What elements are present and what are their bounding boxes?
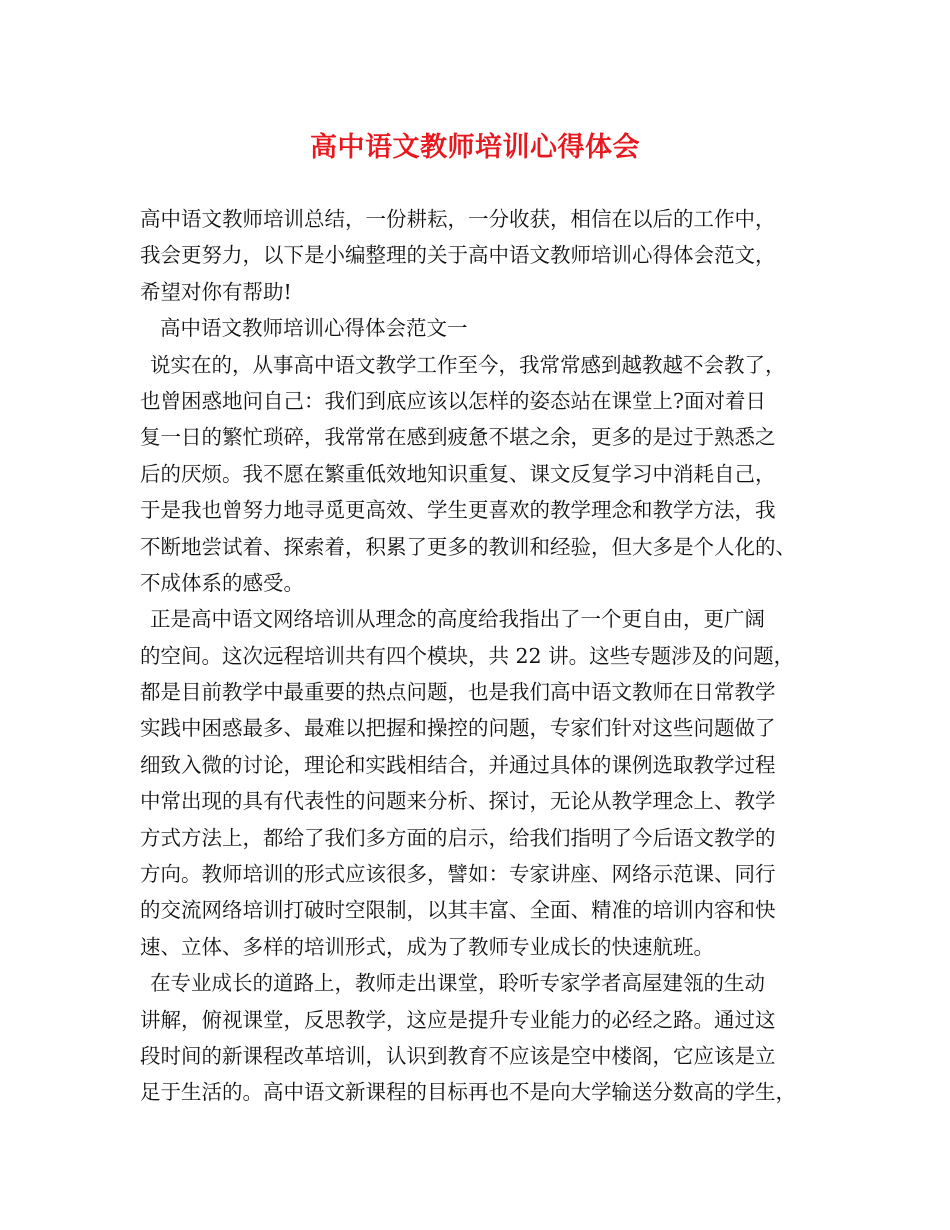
paragraph-start-line: 正是高中语文网络培训从理念的高度给我指出了一个更自由，更广阔 xyxy=(150,607,765,632)
paragraph-start-line: 说实在的，从事高中语文教学工作至今，我常常感到越教越不会教了， xyxy=(150,352,786,377)
section-heading: 高中语文教师培训心得体会范文一 xyxy=(160,316,468,341)
text-line: 细致入微的讨论，理论和实践相结合，并通过具体的课例选取教学过程 xyxy=(140,752,776,777)
text-line: 段时间的新课程改革培训，认识到教育不应该是空中楼阁，它应该是立 xyxy=(140,1043,776,1068)
text-line: 中常出现的具有代表性的问题来分析、探讨，无论从教学理念上、教学 xyxy=(140,789,776,814)
text-line: 也曾困惑地问自己：我们到底应该以怎样的姿态站在课堂上?面对着日 xyxy=(140,388,766,413)
text-line: 不断地尝试着、探索着，积累了更多的教训和经验，但大多是个人化的、 xyxy=(140,534,796,559)
text-line: 方向。教师培训的形式应该很多，譬如：专家讲座、网络示范课、同行 xyxy=(140,862,776,887)
text-line: 希望对你有帮助! xyxy=(140,279,292,304)
text-line: 复一日的繁忙琐碎，我常常在感到疲惫不堪之余，更多的是过于熟悉之 xyxy=(140,425,776,450)
text-line: 方式方法上，都给了我们多方面的启示，给我们指明了今后语文教学的 xyxy=(140,825,776,850)
document-title: 高中语文教师培训心得体会 xyxy=(310,132,640,163)
text-line: 都是目前教学中最重要的热点问题，也是我们高中语文教师在日常教学 xyxy=(140,680,776,705)
text-line: 于是我也曾努力地寻觅更高效、学生更喜欢的教学理念和教学方法，我 xyxy=(140,498,776,523)
text-line: 的交流网络培训打破时空限制，以其丰富、全面、精准的培训内容和快 xyxy=(140,898,776,923)
text-line: 速、立体、多样的培训形式，成为了教师专业成长的快速航班。 xyxy=(140,934,714,959)
text-line: 足于生活的。高中语文新课程的目标再也不是向大学输送分数高的学生， xyxy=(140,1080,796,1105)
text-line: 高中语文教师培训总结，一份耕耘，一分收获，相信在以后的工作中， xyxy=(140,207,776,231)
text-line: 后的厌烦。我不愿在繁重低效地知识重复、课文反复学习中消耗自己， xyxy=(140,461,776,486)
text-line: 的空间。这次远程培训共有四个模块，共 22 讲。这些专题涉及的问题， xyxy=(140,643,795,668)
text-line: 我会更努力，以下是小编整理的关于高中语文教师培训心得体会范文， xyxy=(140,243,776,268)
document-body xyxy=(140,201,820,1111)
text-line: 不成体系的感受。 xyxy=(140,570,304,595)
text-line: 实践中困惑最多、最难以把握和操控的问题，专家们针对这些问题做了 xyxy=(140,716,776,741)
paragraph-start-line: 在专业成长的道路上，教师走出课堂，聆听专家学者高屋建瓴的生动 xyxy=(150,971,765,996)
text-line: 讲解，俯视课堂，反思教学，这应是提升专业能力的必经之路。通过这 xyxy=(140,1007,776,1032)
